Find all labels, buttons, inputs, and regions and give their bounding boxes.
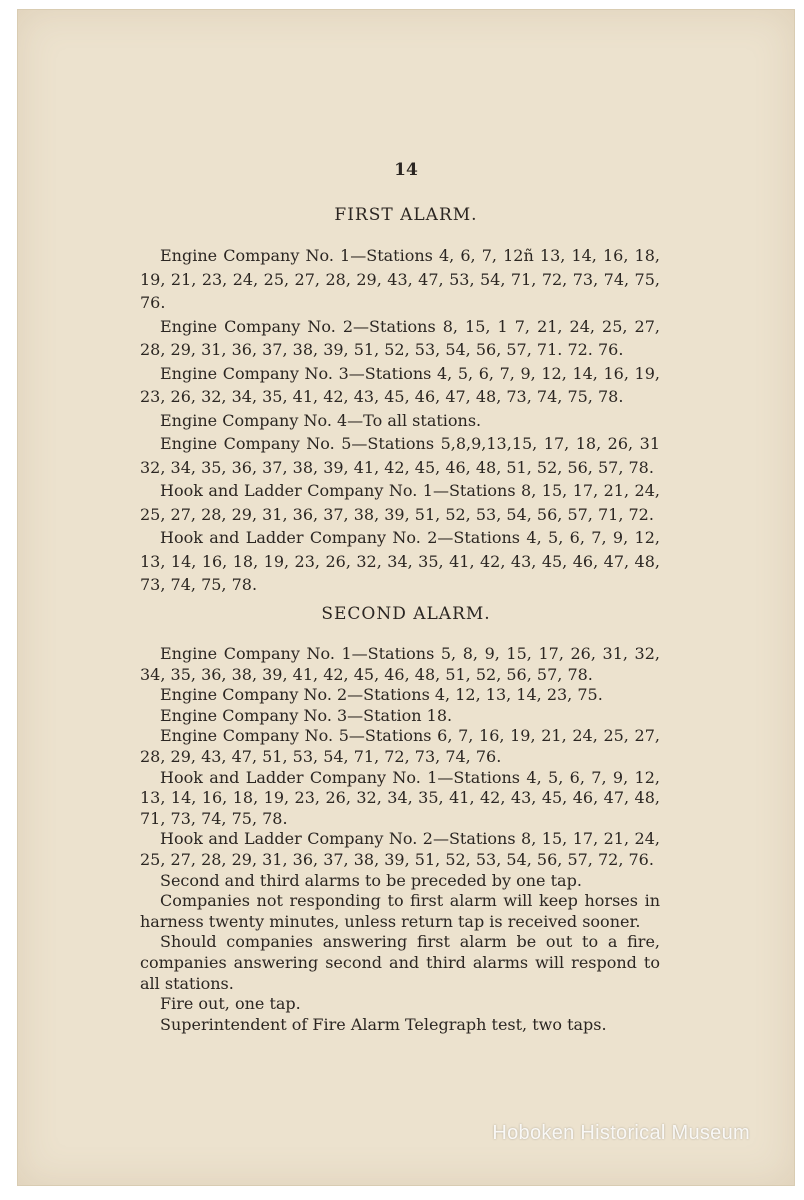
first-alarm-entry: Hook and Ladder Company No. 1—Stations 8, 15, 17, 21, 24, 25, 27, 28, 29, 31, 36, 37, 38, 39, 51, 52, 53, 54, 56, 57, 71, 72. [140,481,660,524]
first-alarm-entry: Engine Company No. 5—Stations 5,8,9,13,15, 17, 18, 26, 31 32, 34, 35, 36, 37, 38, 39, 41, 42, 45, 46, 48, 51, 52, 56, 57, 78. [140,434,660,477]
first-alarm-entry: Engine Company No. 4—To all stations. [160,410,482,430]
rules-note: Superintendent of Fire Alarm Telegraph test, two taps. [160,1014,607,1034]
page-number: 14 [394,160,418,180]
rules-note: Companies not responding to first alarm will keep horses in harness twenty minutes, unless return tap is received sooner. [140,891,660,931]
second-alarm-entry: Hook and Ladder Company No. 2—Stations 8, 15, 17, 21, 24, 25, 27, 28, 29, 31, 36, 37, 38, 39, 51, 52, 53, 54, 56, 57, 72, 76. [140,829,660,869]
second-alarm-entry: Engine Company No. 2—Stations 4, 12, 13, 14, 23, 75. [160,685,603,705]
first-alarm-entry: Engine Company No. 3—Stations 4, 5, 6, 7, 9, 12, 14, 16, 19, 23, 26, 32, 34, 35, 41, 42, 43, 45, 46, 47, 48, 73, 74, 75, 78. [140,363,660,406]
rules-note: Second and third alarms to be preceded by one tap. [160,870,582,890]
second-alarm-heading: SECOND ALARM. [321,604,491,624]
first-alarm-entry: Engine Company No. 1—Stations 4, 6, 7, 12ñ 13, 14, 16, 18, 19, 21, 23, 24, 25, 27, 28, 29, 43, 47, 53, 54, 71, 72, 73, 74, 75, 76. [140,246,660,312]
first-alarm-entry: Hook and Ladder Company No. 2—Stations 4, 5, 6, 7, 9, 12, 13, 14, 16, 18, 19, 23, 26, 32, 34, 35, 41, 42, 43, 45, 46, 47, 48, 73, 74, 75, 78. [140,528,660,594]
second-alarm-entry: Engine Company No. 3—Station 18. [160,705,453,725]
first-alarm-section [140,244,660,597]
first-alarm-entry: Engine Company No. 2—Stations 8, 15, 1 7, 21, 24, 25, 27, 28, 29, 31, 36, 37, 38, 39, 51, 52, 53, 54, 56, 57, 71. 72. 76. [140,316,660,359]
rules-note: Should companies answering first alarm be out to a fire, companies answering second and third alarms will respond to all stations. [140,932,660,993]
first-alarm-heading: FIRST ALARM. [334,205,478,225]
second-alarm-entry: Engine Company No. 5—Stations 6, 7, 16, 19, 21, 24, 25, 27, 28, 29, 43, 47, 51, 53, 54, 71, 72, 73, 74, 76. [140,726,660,766]
rules-note: Fire out, one tap. [160,994,301,1014]
second-alarm-entry: Hook and Ladder Company No. 1—Stations 4, 5, 6, 7, 9, 12, 13, 14, 16, 18, 19, 23, 26, 32, 34, 35, 41, 42, 43, 45, 46, 47, 48, 71, 73, 74, 75, 78. [140,767,660,828]
document-page [18,10,794,1185]
second-alarm-entry: Engine Company No. 1—Stations 5, 8, 9, 15, 17, 26, 31, 32, 34, 35, 36, 38, 39, 41, 42, 45, 46, 48, 51, 52, 56, 57, 78. [140,644,660,684]
museum-watermark: Hoboken Historical Museum [492,1122,750,1144]
second-alarm-section [140,644,660,1035]
